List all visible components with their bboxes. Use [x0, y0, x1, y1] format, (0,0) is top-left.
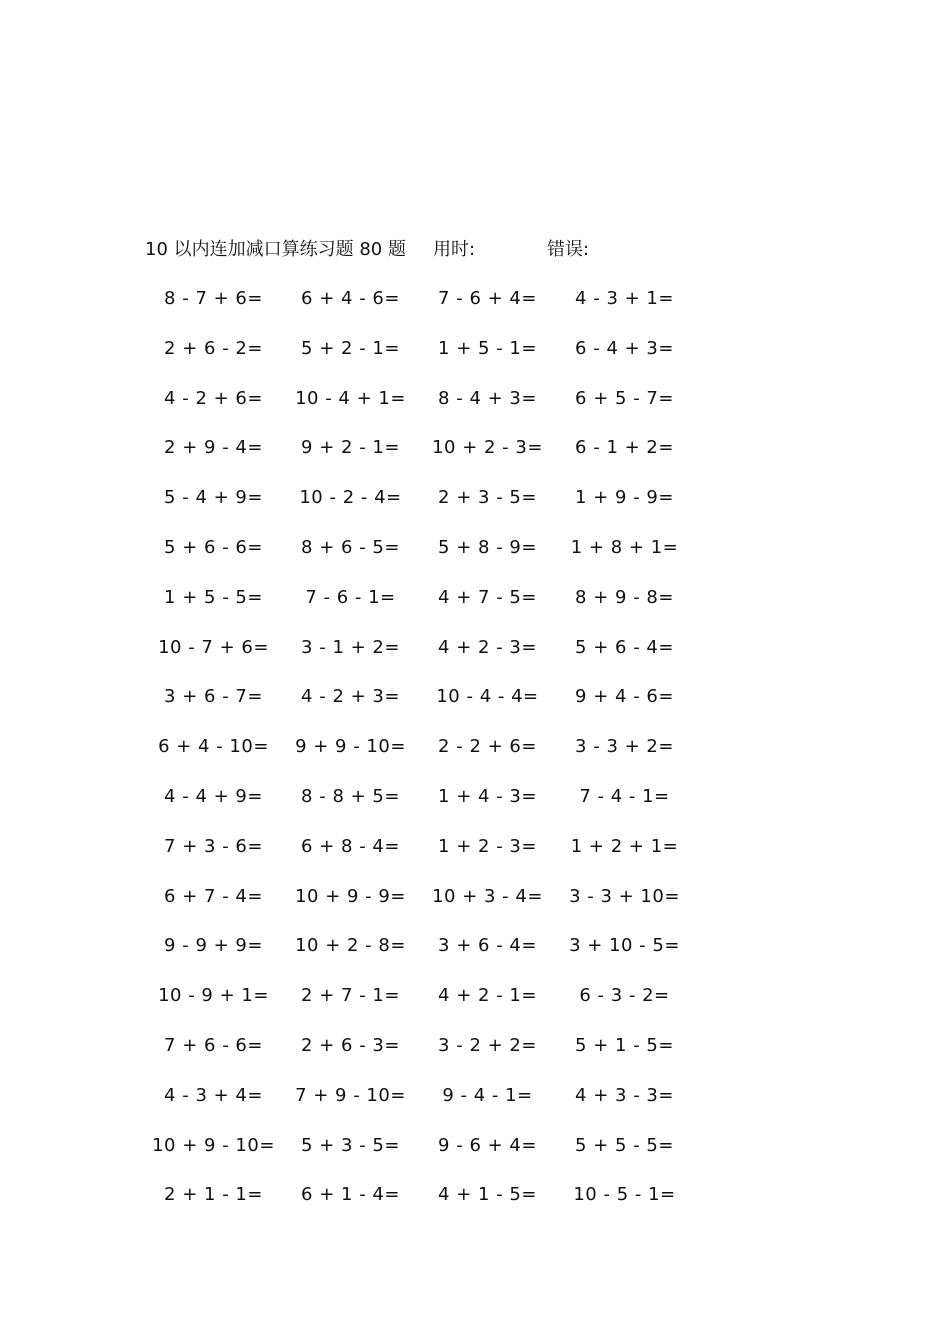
arithmetic-problem: 8 + 6 - 5= [301, 536, 400, 558]
arithmetic-problem: 4 + 7 - 5= [438, 586, 537, 608]
arithmetic-problem: 9 - 9 + 9= [164, 935, 263, 957]
arithmetic-problem: 8 + 9 - 8= [575, 586, 674, 608]
problem-row [145, 384, 705, 434]
problem-row [145, 832, 705, 882]
arithmetic-problem: 2 + 6 - 3= [301, 1034, 400, 1056]
arithmetic-problem: 2 + 9 - 4= [164, 437, 263, 459]
arithmetic-problem: 7 + 9 - 10= [295, 1084, 406, 1106]
problem-row [145, 1081, 705, 1131]
arithmetic-problem: 6 + 1 - 4= [301, 1184, 400, 1206]
arithmetic-problem: 5 + 6 - 4= [575, 636, 674, 658]
arithmetic-problem: 10 - 4 + 1= [295, 387, 406, 409]
arithmetic-problem: 10 - 7 + 6= [158, 636, 269, 658]
problem-row [145, 483, 705, 533]
arithmetic-problem: 4 + 2 - 3= [438, 636, 537, 658]
arithmetic-problem: 2 - 2 + 6= [438, 736, 537, 758]
arithmetic-problem: 6 + 4 - 6= [301, 288, 400, 309]
arithmetic-problem: 3 + 10 - 5= [569, 935, 680, 957]
arithmetic-problem: 7 + 6 - 6= [164, 1034, 263, 1056]
arithmetic-problem: 6 - 4 + 3= [575, 337, 674, 359]
arithmetic-problem: 10 - 9 + 1= [158, 985, 269, 1007]
arithmetic-problem: 2 + 1 - 1= [164, 1184, 263, 1206]
arithmetic-problem: 3 - 3 + 2= [575, 736, 674, 758]
errors-label: 错误: [547, 239, 590, 260]
arithmetic-problem: 2 + 3 - 5= [438, 487, 537, 509]
worksheet-title: 10 以内连加减口算练习题 80 题 [145, 239, 406, 260]
arithmetic-problem: 1 + 4 - 3= [438, 785, 537, 807]
arithmetic-problem: 5 + 5 - 5= [575, 1134, 674, 1156]
problem-row [145, 1180, 705, 1230]
arithmetic-problem: 3 - 2 + 2= [438, 1034, 537, 1056]
problem-row [145, 284, 705, 334]
arithmetic-problem: 4 - 2 + 3= [301, 686, 400, 708]
arithmetic-problem: 1 + 2 - 3= [438, 835, 537, 857]
arithmetic-problem: 7 + 3 - 6= [164, 835, 263, 857]
arithmetic-problem: 7 - 6 - 1= [305, 586, 396, 608]
arithmetic-problem: 4 + 2 - 1= [438, 985, 537, 1007]
arithmetic-problem: 10 - 2 - 4= [299, 487, 402, 509]
arithmetic-problem: 6 + 5 - 7= [575, 387, 674, 409]
problem-row [145, 682, 705, 732]
arithmetic-problem: 7 - 6 + 4= [438, 288, 537, 309]
problem-row [145, 1131, 705, 1181]
arithmetic-problem: 7 - 4 - 1= [579, 785, 670, 807]
arithmetic-problem: 4 + 3 - 3= [575, 1084, 674, 1106]
problem-row [145, 782, 705, 832]
time-used-label: 用时: [433, 239, 476, 260]
arithmetic-problem: 4 - 3 + 4= [164, 1084, 263, 1106]
worksheet-header [145, 236, 705, 264]
problem-row [145, 732, 705, 782]
arithmetic-problem: 8 - 8 + 5= [301, 785, 400, 807]
problem-row [145, 1031, 705, 1081]
arithmetic-problem: 4 - 2 + 6= [164, 387, 263, 409]
arithmetic-problem: 5 + 3 - 5= [301, 1134, 400, 1156]
problem-row [145, 433, 705, 483]
arithmetic-problem: 1 + 5 - 5= [164, 586, 263, 608]
arithmetic-problem: 9 + 2 - 1= [301, 437, 400, 459]
problem-grid [145, 284, 705, 1230]
problem-row [145, 981, 705, 1031]
arithmetic-problem: 3 + 6 - 7= [164, 686, 263, 708]
problem-row [145, 533, 705, 583]
arithmetic-problem: 10 + 3 - 4= [432, 885, 543, 907]
arithmetic-problem: 1 + 5 - 1= [438, 337, 537, 359]
arithmetic-problem: 10 - 5 - 1= [573, 1184, 676, 1206]
arithmetic-problem: 10 + 2 - 8= [295, 935, 406, 957]
arithmetic-problem: 1 + 2 + 1= [570, 835, 679, 857]
arithmetic-problem: 5 + 8 - 9= [438, 536, 537, 558]
arithmetic-problem: 2 + 7 - 1= [301, 985, 400, 1007]
arithmetic-problem: 6 - 1 + 2= [575, 437, 674, 459]
arithmetic-problem: 5 + 1 - 5= [575, 1034, 674, 1056]
arithmetic-problem: 3 + 6 - 4= [438, 935, 537, 957]
arithmetic-problem: 6 + 7 - 4= [164, 885, 263, 907]
arithmetic-problem: 9 + 9 - 10= [295, 736, 406, 758]
arithmetic-problem: 5 - 4 + 9= [164, 487, 263, 509]
arithmetic-problem: 9 - 4 - 1= [442, 1084, 533, 1106]
arithmetic-problem: 5 + 6 - 6= [164, 536, 263, 558]
arithmetic-problem: 1 + 9 - 9= [575, 487, 674, 509]
problem-row [145, 583, 705, 633]
arithmetic-problem: 10 + 9 - 9= [295, 885, 406, 907]
arithmetic-problem: 6 - 3 - 2= [579, 985, 670, 1007]
arithmetic-problem: 10 - 4 - 4= [436, 686, 539, 708]
arithmetic-problem: 4 - 4 + 9= [164, 785, 263, 807]
problem-row [145, 334, 705, 384]
arithmetic-problem: 5 + 2 - 1= [301, 337, 400, 359]
problem-row [145, 931, 705, 981]
arithmetic-problem: 3 - 1 + 2= [301, 636, 400, 658]
arithmetic-problem: 6 + 8 - 4= [301, 835, 400, 857]
arithmetic-problem: 8 - 7 + 6= [164, 288, 263, 309]
arithmetic-problem: 9 + 4 - 6= [575, 686, 674, 708]
arithmetic-problem: 3 - 3 + 10= [569, 885, 680, 907]
arithmetic-problem: 4 + 1 - 5= [438, 1184, 537, 1206]
problem-row [145, 633, 705, 683]
arithmetic-problem: 1 + 8 + 1= [570, 536, 679, 558]
arithmetic-problem: 6 + 4 - 10= [158, 736, 269, 758]
problem-row [145, 882, 705, 932]
arithmetic-problem: 4 - 3 + 1= [575, 288, 674, 309]
arithmetic-problem: 10 + 2 - 3= [432, 437, 543, 459]
arithmetic-problem: 9 - 6 + 4= [438, 1134, 537, 1156]
arithmetic-problem: 8 - 4 + 3= [438, 387, 537, 409]
arithmetic-problem: 10 + 9 - 10= [152, 1134, 275, 1156]
arithmetic-problem: 2 + 6 - 2= [164, 337, 263, 359]
